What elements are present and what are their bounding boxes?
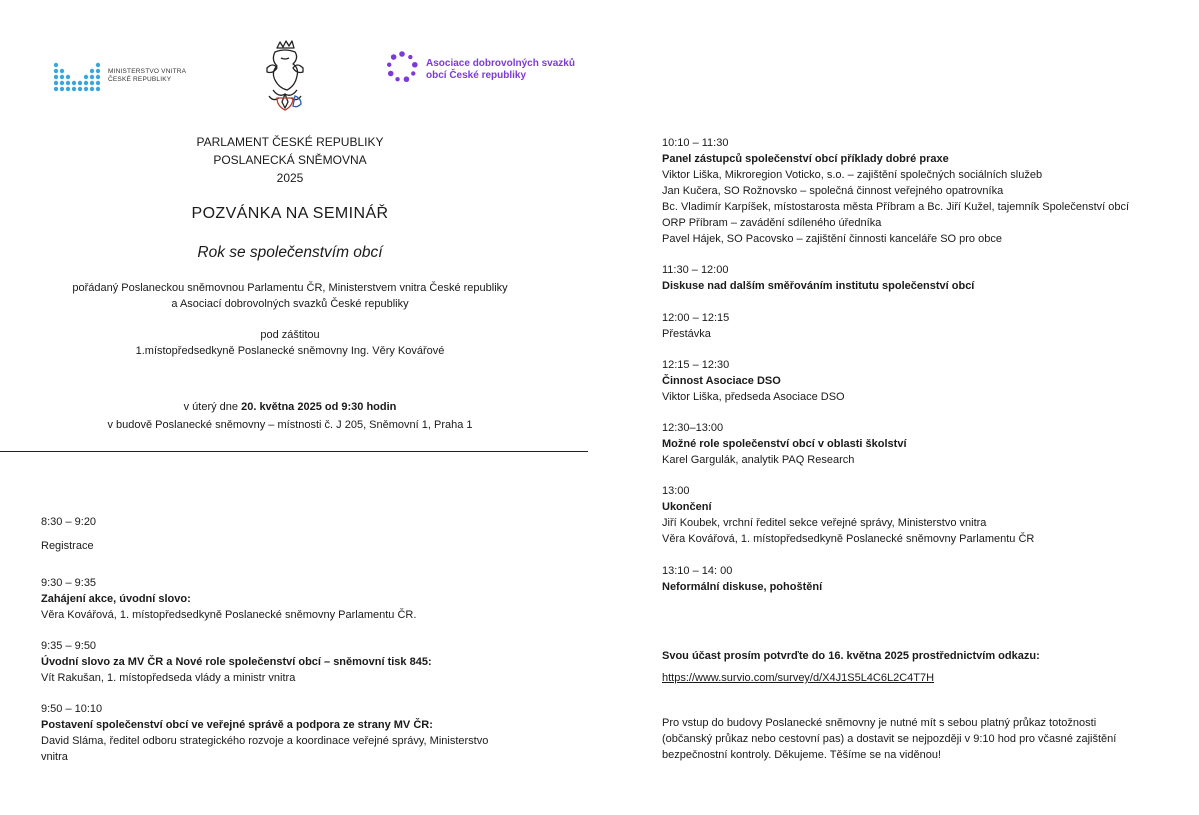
- agenda-title: Diskuse nad dalším směřováním institutu společenství obcí: [662, 280, 975, 292]
- agenda-time: 11:30 – 12:00: [662, 264, 729, 276]
- agenda-line: Přestávka: [662, 328, 711, 340]
- agenda-time: 9:35 – 9:50: [41, 640, 97, 652]
- divider: [0, 451, 588, 452]
- organizers-line-1: pořádaný Poslaneckou sněmovnou Parlamentu ČR, Ministerstvem vnitra České republiky: [72, 282, 508, 294]
- agenda-line: Viktor Liška, Mikroregion Voticko, s.o. – zajištění společných sociálních služeb: [662, 169, 1043, 181]
- agenda-item: [662, 262, 1154, 294]
- rsvp-link[interactable]: https://www.survio.com/survey/d/X4J1S5L4C6L2C4T7H: [662, 672, 935, 684]
- header-line-year: 2025: [276, 171, 304, 185]
- patronage-line-2: 1.místopředsedkyně Poslanecké sněmovny Ing. Věry Kovářové: [135, 345, 445, 357]
- agenda-time: 12:30–13:00: [662, 422, 724, 434]
- patronage: [0, 327, 580, 359]
- agenda-item: [41, 638, 541, 686]
- event-date-value: 20. května 2025 od 9:30 hodin: [241, 401, 397, 413]
- agenda-line: vnitra: [41, 751, 68, 763]
- agenda-item: [662, 310, 1154, 342]
- agenda-item: [41, 514, 541, 554]
- agenda-line: Jan Kučera, SO Rožnovsko – společná činnost veřejného opatrovníka: [662, 185, 1004, 197]
- agenda-time: 8:30 – 9:20: [41, 516, 97, 528]
- agenda-title: Úvodní slovo za MV ČR a Nové role společenství obcí – sněmovní tisk 845:: [41, 656, 432, 668]
- agenda-line: Registrace: [41, 540, 94, 552]
- agenda-title: Postavení společenství obcí ve veřejné správě a podpora ze strany MV ČR:: [41, 719, 433, 731]
- agenda-time: 13:00: [662, 485, 690, 497]
- agenda-line: David Sláma, ředitel odboru strategického rozvoje a koordinace veřejné správy, Ministerstvo: [41, 735, 489, 747]
- entry-notice-line-3: bezpečnostní kontroly. Děkujeme. Těšíme se na viděnou!: [662, 749, 942, 761]
- agenda-line: Věra Kovářová, 1. místopředsedkyně Poslanecké sněmovny Parlamentu ČR.: [41, 609, 417, 621]
- agenda-line: Jiří Koubek, vrchní ředitel sekce veřejné správy, Ministerstvo vnitra: [662, 517, 987, 529]
- event-date-prefix: v úterý dne: [183, 401, 242, 413]
- agenda-title: Zahájení akce, úvodní slovo:: [41, 593, 191, 605]
- agenda-item: [41, 575, 541, 623]
- organizers-line-2: a Asociací dobrovolných svazků České republiky: [171, 298, 409, 310]
- agenda-line: Karel Gargulák, analytik PAQ Research: [662, 454, 855, 466]
- agenda-line: Pavel Hájek, SO Pacovsko – zajištění činnosti kanceláře SO pro obce: [662, 233, 1002, 245]
- agenda-line: Viktor Liška, předseda Asociace DSO: [662, 391, 845, 403]
- association-logo-icon: [385, 50, 419, 84]
- agenda-title: Činnost Asociace DSO: [662, 375, 781, 387]
- patronage-line-1: pod záštitou: [260, 329, 320, 341]
- event-date: [0, 399, 580, 415]
- header-institution: [0, 133, 580, 187]
- rsvp-text: Svou účast prosím potvrďte do 16. května 2025 prostřednictvím odkazu:: [662, 650, 1040, 662]
- agenda-time: 13:10 – 14: 00: [662, 565, 733, 577]
- agenda-title: Ukončení: [662, 501, 712, 513]
- agenda-line: Věra Kovářová, 1. místopředsedkyně Poslanecké sněmovny Parlamentu ČR: [662, 533, 1035, 545]
- event-place: v budově Poslanecké sněmovny – místnosti č. J 205, Sněmovní 1, Praha 1: [107, 419, 473, 431]
- seminar-subtitle: Rok se společenstvím obcí: [197, 244, 383, 261]
- agenda-title: Panel zástupců společenství obcí příklady dobré praxe: [662, 153, 949, 165]
- agenda-item: [41, 701, 541, 765]
- agenda-item: [662, 357, 1154, 405]
- ministry-logo-text: MINISTERSTVO VNITRA ČESKÉ REPUBLIKY: [108, 68, 186, 83]
- agenda-line: Vít Rakušan, 1. místopředseda vlády a ministr vnitra: [41, 672, 296, 684]
- agenda-item: [662, 135, 1154, 247]
- association-logo-text: Asociace dobrovolných svazků obcí České republiky: [426, 58, 575, 81]
- agenda-item: [662, 420, 1154, 468]
- parliament-crest-icon: [255, 38, 315, 112]
- page-title: POZVÁNKA NA SEMINÁŘ: [191, 205, 389, 222]
- entry-notice-line-2: (občanský průkaz nebo cestovní pas) a dostavit se nejpozději v 9:10 hod pro včasné zajištění: [662, 733, 1117, 745]
- agenda-item: [662, 483, 1154, 547]
- agenda-time: 10:10 – 11:30: [662, 137, 729, 149]
- agenda-line: Bc. Vladimír Karpíšek, místostarosta města Příbram a Bc. Jiří Kužel, tajemník Společenství obcí: [662, 201, 1130, 213]
- agenda-item: [662, 563, 1154, 595]
- organizers: [0, 280, 580, 312]
- agenda-time: 9:30 – 9:35: [41, 577, 97, 589]
- rsvp-link-row: [662, 670, 1154, 686]
- ministry-logo-icon: [53, 56, 101, 92]
- agenda-title: Možné role společenství obcí v oblasti školství: [662, 438, 907, 450]
- agenda-title: Neformální diskuse, pohoštění: [662, 581, 823, 593]
- agenda-time: 12:15 – 12:30: [662, 359, 730, 371]
- agenda-time: 9:50 – 10:10: [41, 703, 103, 715]
- agenda-line: ORP Příbram – zavádění sdíleného úředníka: [662, 217, 882, 229]
- entry-notice-line-1: Pro vstup do budovy Poslanecké sněmovny je nutné mít s sebou platný průkaz totožnosti: [662, 717, 1097, 729]
- header-line-chamber: POSLANECKÁ SNĚMOVNA: [213, 153, 367, 167]
- header-line-parliament: PARLAMENT ČESKÉ REPUBLIKY: [196, 135, 384, 149]
- agenda-time: 12:00 – 12:15: [662, 312, 730, 324]
- entry-notice: [662, 715, 1154, 763]
